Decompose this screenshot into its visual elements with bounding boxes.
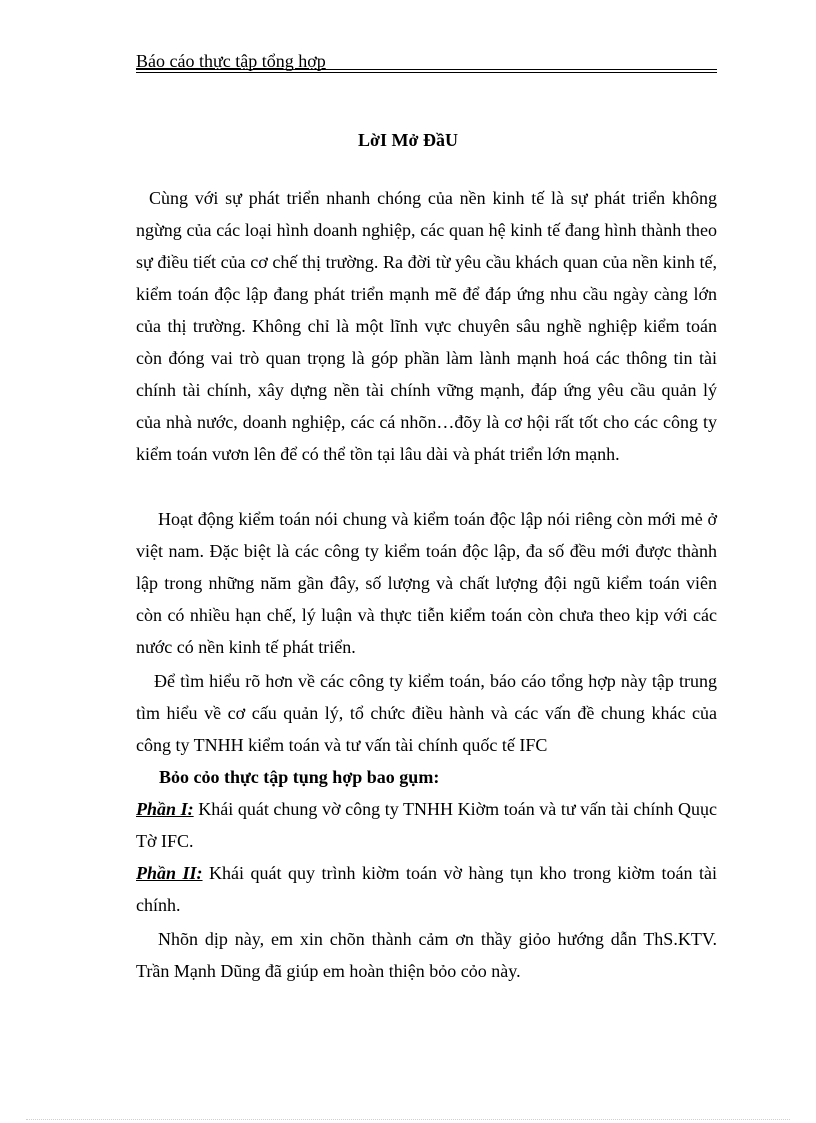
document-title: LờI Mở ĐầU [358, 130, 458, 150]
part-1 [136, 793, 717, 857]
closing-paragraph: Nhõn dịp này, em xin chõn thành cảm ơn thầy giỏo hướng dẫn ThS.KTV. Trần Mạnh Dũng đã giúp em hoàn thiện bỏo cỏo này. [136, 929, 717, 981]
part-2-text: Khái quát quy trình kiờm toán vờ hàng tụn kho trong kiờm toán tài chính. [136, 863, 717, 915]
paragraph-1: Cùng với sự phát triển nhanh chóng của nền kinh tế là sự phát triển không ngừng của các loại hình doanh nghiệp, các quan hệ kinh tế đang hình thành theo sự điều tiết của cơ chế thị trường. Ra đời từ yêu cầu khách quan của nền kinh tế, kiểm toán độc lập đang phát triển mạnh mẽ để đáp ứng nhu cầu ngày càng lớn của thị trường. Không chỉ là một lĩnh vực chuyên sâu nghề nghiệp kiểm toán còn đóng vai trò quan trọng là góp phần làm lành mạnh hoá các thông tin tài chính tài chính, xây dựng nền tài chính vững mạnh, đáp ứng yêu cầu quản lý của nhà nước, doanh nghiệp, các cá nhõn…đõy là cơ hội rất tốt cho các công ty kiểm toán vươn lên để có thể tồn tại lâu dài và phát triển lớn mạnh. [136, 188, 717, 464]
header-title: Báo cáo thực tập tổng hợp [136, 51, 326, 71]
page-header [136, 50, 717, 72]
part-1-label: Phần I: [136, 799, 194, 819]
part-2 [136, 857, 717, 921]
paragraph-2: Hoạt động kiểm toán nói chung và kiểm toán độc lập nói riêng còn mới mẻ ở việt nam. Đặc biệt là các công ty kiểm toán độc lập, đa số đều mới được thành lập trong những năm gần đây, số lượng và chất lượng đội ngũ kiểm toán viên còn có nhiều hạn chế, lý luận và thực tiễn kiểm toán còn chưa theo kịp với các nước có nền kinh tế phát triển. [136, 509, 717, 657]
part-1-text: Khái quát chung vờ công ty TNHH Kiờm toán và tư vấn tài chính Quục Tờ IFC. [136, 799, 718, 851]
header-rule [136, 69, 717, 70]
contents-heading: Bỏo cỏo thực tập tụng hợp bao gụm: [159, 767, 440, 787]
paragraph-3: Để tìm hiểu rõ hơn về các công ty kiểm toán, báo cáo tổng hợp này tập trung tìm hiểu về cơ cấu quản lý, tổ chức điều hành và các vấn đề chung khác của công ty TNHH kiểm toán và tư vấn tài chính quốc tế IFC [136, 671, 717, 755]
part-2-label: Phần II: [136, 863, 203, 883]
page-bottom-border [26, 1119, 790, 1120]
header-rule-double [136, 72, 717, 73]
